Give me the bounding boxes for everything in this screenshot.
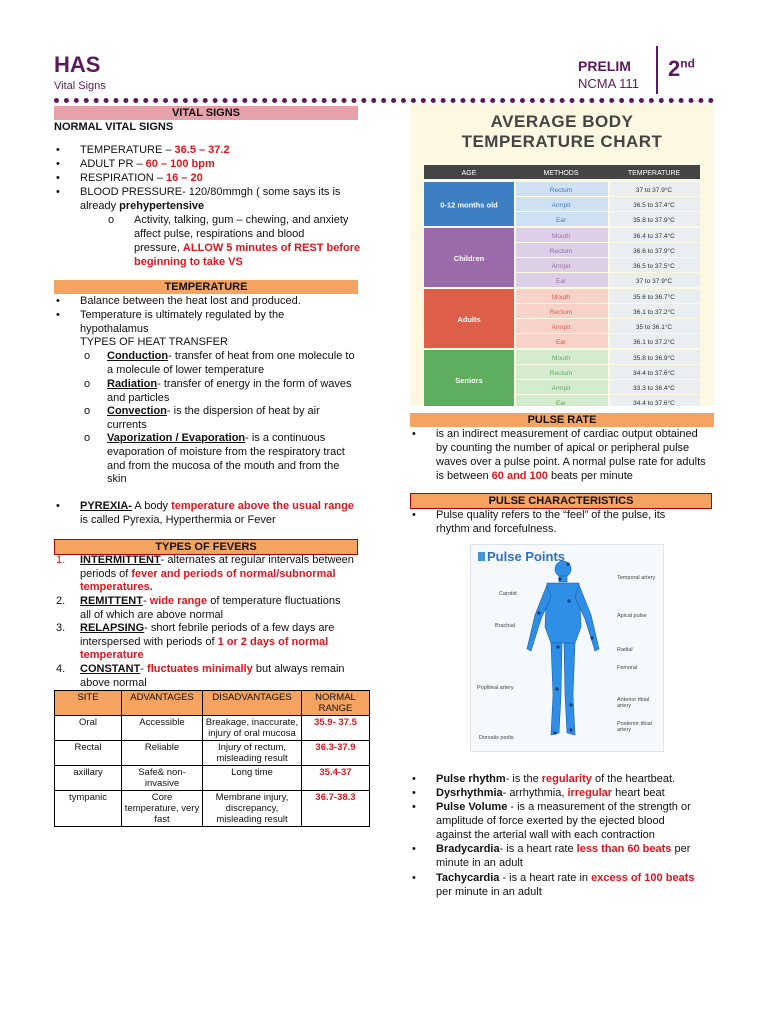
circle-bullet-icon: o xyxy=(84,350,91,362)
chart-method-label: Mouth xyxy=(551,294,571,301)
dysrhythmia-text: - arrhythmia, xyxy=(502,787,568,799)
table-row xyxy=(55,766,370,791)
remittent-emphasis: wide range xyxy=(149,595,208,607)
pulse-rate-line-4 xyxy=(436,470,633,484)
chart-title-line-1: AVERAGE BODY xyxy=(490,112,634,131)
dysrhythmia-emphasis: irregular xyxy=(567,787,613,799)
bp-prehypertensive: prehypertensive xyxy=(119,200,205,212)
normal-vital-signs-heading: NORMAL VITAL SIGNS xyxy=(54,121,174,133)
cell-disadvantages: Membrane injury, discrepancy, misleading result xyxy=(203,791,302,827)
pulse-rate-bar: PULSE RATE xyxy=(410,413,714,427)
respiration-line xyxy=(80,172,203,186)
chart-method-label: Armpit xyxy=(551,324,571,331)
table-row xyxy=(55,791,370,827)
convection-line-2: currents xyxy=(107,419,147,431)
convection-def: - is the dispersion of heat by air xyxy=(166,405,320,417)
cell-advantages: Accessible xyxy=(122,716,203,741)
chart-method-label: Rectum xyxy=(549,309,573,316)
conduction-line-2: a molecule of lower temperature xyxy=(107,364,265,376)
intermittent-def: - alternates at regular intervals between xyxy=(160,554,354,566)
circle-bullet-icon: o xyxy=(108,214,115,226)
chart-method-label: Rectum xyxy=(549,370,573,377)
chart-header-temperature: TEMPERATURE xyxy=(627,170,681,177)
chart-age-label: Seniors xyxy=(455,376,483,385)
radiation-line-1 xyxy=(107,378,352,392)
term-label: PRELIM xyxy=(578,58,631,74)
constant-emphasis: fluctuates minimally xyxy=(147,663,253,675)
pulse-volume-term: Pulse Volume xyxy=(436,801,508,813)
radiation-term: Radiation xyxy=(107,378,158,390)
bullet-icon: • xyxy=(56,500,60,512)
label-brachial: Brachial xyxy=(495,623,515,629)
bullet-icon: • xyxy=(56,144,60,156)
table-header-row xyxy=(55,691,370,716)
body-figure xyxy=(527,561,599,735)
cell-site: tympanic xyxy=(55,791,122,827)
pulse-rhythm-emphasis: regularity xyxy=(541,773,592,785)
cell-range: 35.9- 37.5 xyxy=(302,716,370,741)
temperature-site-table xyxy=(54,690,370,827)
remittent-dash: - xyxy=(142,595,150,607)
circle-bullet-icon: o xyxy=(84,432,91,444)
temperature-table-graphic xyxy=(410,104,714,406)
temperature-point-2-line-2: hypothalamus xyxy=(80,323,149,335)
bullet-icon: • xyxy=(412,872,416,884)
col-site: SITE xyxy=(55,691,122,716)
chart-temp-value: 36.1 to 37.2°C xyxy=(633,339,675,346)
remittent-line-2: all of which are above normal xyxy=(80,609,224,621)
pyrexia-text: A body xyxy=(131,500,172,512)
activity-line-2: affect pulse, respirations and blood xyxy=(134,228,305,240)
semester-label xyxy=(668,56,695,82)
convection-term: Convection xyxy=(107,405,167,417)
bullet-icon: • xyxy=(412,843,416,855)
label-carotid: Carotid xyxy=(499,591,517,597)
pulse-rhythm-term: Pulse rhythm xyxy=(436,773,506,785)
chart-age-label: 0-12 months old xyxy=(440,200,498,210)
bradycardia-text: - is a heart rate xyxy=(499,843,577,855)
intermittent-text: periods of xyxy=(80,568,132,580)
label-apical: Apical pulse xyxy=(617,613,647,619)
vaporization-term: Vaporization / Evaporation xyxy=(107,432,246,444)
cell-disadvantages: Long time xyxy=(203,766,302,791)
bradycardia-line-1 xyxy=(436,843,690,857)
bp-line-1: BLOOD PRESSURE- 120/80mmgh ( some says its is xyxy=(80,186,341,198)
pulse-quality-line-1: Pulse quality refers to the “feel” of the pulse, its xyxy=(436,509,666,521)
table-row xyxy=(55,741,370,766)
pulse-rate-line-3: waves over a pulse point. A normal pulse rate for adults xyxy=(436,456,706,468)
bullet-icon: • xyxy=(56,172,60,184)
convection-line-1 xyxy=(107,405,320,419)
cell-site: axillary xyxy=(55,766,122,791)
semester-suffix: nd xyxy=(680,56,695,71)
relapsing-term: RELAPSING xyxy=(80,622,145,634)
col-advantages: ADVANTAGES xyxy=(122,691,203,716)
bp-line-2 xyxy=(80,200,204,214)
pulse-volume-def: - is a measurement of the strength or xyxy=(507,801,691,813)
conduction-line-1 xyxy=(107,350,355,364)
activity-text: pressure, xyxy=(134,242,183,254)
pr-label: ADULT PR – xyxy=(80,158,146,170)
intermittent-line-3: temperatures. xyxy=(80,581,153,593)
pulse-rhythm-text: - is the xyxy=(505,773,542,785)
tachycardia-text: - is a heart rate in xyxy=(499,872,592,884)
label-anterior-tibial: Anterior tibial artery xyxy=(617,697,650,709)
intermittent-line-2 xyxy=(80,568,336,582)
chart-age-label: Children xyxy=(453,254,485,263)
tachycardia-term: Tachycardia xyxy=(436,872,500,884)
table-row xyxy=(55,716,370,741)
dysrhythmia-line xyxy=(436,787,665,801)
radiation-def: - transfer of energy in the form of waves xyxy=(157,378,352,390)
bullet-icon: • xyxy=(412,801,416,813)
chart-temp-value: 36.6 to 37.9°C xyxy=(633,248,675,255)
fever-number-3: 3. xyxy=(56,622,66,634)
pyrexia-term: PYREXIA- xyxy=(80,500,132,512)
intermittent-term: INTERMITTENT xyxy=(80,554,161,566)
chart-temp-value: 36.4 to 37.4°C xyxy=(633,233,675,240)
tachycardia-line-2: per minute in an adult xyxy=(436,886,542,898)
tachycardia-line-1 xyxy=(436,872,694,886)
bullet-icon: • xyxy=(412,787,416,799)
relapsing-def: - short febrile periods of a few days are xyxy=(144,622,335,634)
heat-transfer-heading: TYPES OF HEAT TRANSFER xyxy=(80,336,228,348)
chart-method-label: Armpit xyxy=(551,263,571,270)
temperature-bar: TEMPERATURE xyxy=(54,280,358,294)
remittent-term: REMITTENT xyxy=(80,595,143,607)
pulse-rate-line xyxy=(80,158,215,172)
average-body-temperature-chart xyxy=(410,104,714,406)
pulse-volume-line-3: against the arterial wall with each contraction xyxy=(436,829,655,841)
label-temporal: Temporal artery xyxy=(617,575,656,581)
relapsing-line-1 xyxy=(80,622,334,636)
chart-method-label: Armpit xyxy=(551,385,571,392)
types-of-fevers-bar: TYPES OF FEVERS xyxy=(54,539,358,555)
chart-method-label: Rectum xyxy=(549,248,573,255)
relapsing-text: interspersed with periods of xyxy=(80,636,218,648)
chart-temp-value: 35 to 36.1°C xyxy=(635,324,673,331)
col-normal-range: NORMAL RANGE xyxy=(302,691,370,716)
cell-range: 36.7-38.3 xyxy=(302,791,370,827)
constant-line-1 xyxy=(80,663,345,677)
chart-temp-value: 35.8 to 37.9°C xyxy=(633,217,675,224)
cell-advantages: Core temperature, very fast xyxy=(122,791,203,827)
vital-signs-bar: VITAL SIGNS xyxy=(54,106,358,120)
chart-method-label: Ear xyxy=(555,339,567,346)
chart-temp-value: 36.5 to 37.4°C xyxy=(633,202,675,209)
conduction-term: Conduction xyxy=(107,350,169,362)
dotted-divider xyxy=(54,98,714,103)
chart-temp-value: 34.4 to 37.6°C xyxy=(633,400,675,406)
col-disadvantages: DISADVANTAGES xyxy=(203,691,302,716)
bullet-icon: • xyxy=(56,309,60,321)
relapsing-line-3: temperature xyxy=(80,649,144,661)
temp-value: 36.5 – 37.2 xyxy=(174,144,230,156)
temperature-point-2-line-1: Temperature is ultimately regulated by the xyxy=(80,309,285,321)
temperature-line xyxy=(80,144,230,158)
vaporization-line-1 xyxy=(107,432,325,446)
chart-method-label: Mouth xyxy=(551,233,571,240)
allow-rest-text: ALLOW 5 minutes of REST before xyxy=(182,242,361,254)
bullet-icon: • xyxy=(412,773,416,785)
temp-label: TEMPERATURE – xyxy=(80,144,175,156)
constant-line-2: above normal xyxy=(80,677,147,689)
pulse-volume-line-1 xyxy=(436,801,691,815)
course-code: NCMA 111 xyxy=(578,76,639,91)
pulse-volume-line-2: amplitude of force exerted by the ejected blood xyxy=(436,815,665,827)
circle-bullet-icon: o xyxy=(84,405,91,417)
pulse-points-illustration xyxy=(470,544,664,752)
pulse-characteristics-bar: PULSE CHARACTERISTICS xyxy=(410,493,712,509)
chart-temp-value: 36.1 to 37.2°C xyxy=(633,309,675,316)
cell-disadvantages: Injury of rectum, misleading result xyxy=(203,741,302,766)
tachycardia-emphasis: excess of 100 beats xyxy=(591,872,695,884)
cell-advantages: Reliable xyxy=(122,741,203,766)
activity-line-1: Activity, talking, gum – chewing, and anxiety xyxy=(134,214,349,226)
chart-method-label: Ear xyxy=(555,278,567,285)
label-dorsalis-pedis: Dorsalis pedis xyxy=(479,735,514,741)
pyrexia-line-2: is called Pyrexia, Hyperthermia or Fever xyxy=(80,514,276,526)
header-divider xyxy=(656,46,658,94)
relapsing-emphasis: 1 or 2 days of normal xyxy=(217,636,329,648)
conduction-def: - transfer of heat from one molecule to xyxy=(168,350,355,362)
vaporization-line-2: evaporation of moisture from the respiratory tract xyxy=(107,446,345,458)
vaporization-line-4: skin xyxy=(107,473,127,485)
chart-temp-value: 35.8 to 36.9°C xyxy=(633,355,675,362)
resp-label: RESPIRATION – xyxy=(80,172,166,184)
chart-method-label: Rectum xyxy=(549,187,573,194)
bradycardia-term: Bradycardia xyxy=(436,843,500,855)
cell-advantages: Safe& non-invasive xyxy=(122,766,203,791)
bp-text: already xyxy=(80,200,120,212)
circle-bullet-icon: o xyxy=(84,378,91,390)
chart-age-label: Adults xyxy=(457,315,481,324)
intermittent-emphasis: fever and periods of normal/subnormal xyxy=(131,568,336,580)
resp-value: 16 – 20 xyxy=(165,172,203,184)
bradycardia-emphasis: less than 60 beats xyxy=(576,843,672,855)
cell-range: 35.4-37 xyxy=(302,766,370,791)
chart-method-label: Ear xyxy=(555,217,567,224)
chart-header-methods: METHODS xyxy=(543,170,579,177)
dysrhythmia-end: heart beat xyxy=(612,787,665,799)
pulse-rate-line-1: is an indirect measurement of cardiac output obtained xyxy=(436,428,698,440)
bullet-icon: • xyxy=(56,186,60,198)
pulse-quality-line-2: rhythm and forcefulness. xyxy=(436,523,557,535)
relapsing-line-2 xyxy=(80,636,328,650)
chart-title-line-2: TEMPERATURE CHART xyxy=(461,132,663,151)
constant-term: CONSTANT xyxy=(80,663,141,675)
pyrexia-line-1 xyxy=(80,500,354,514)
bullet-icon: • xyxy=(412,428,416,440)
chart-method-label: Armpit xyxy=(551,202,571,209)
label-posterior-tibial: Posterior tibial artery xyxy=(617,721,652,733)
pulse-rate-unit: beats per minute xyxy=(547,470,633,482)
pulse-rate-text: is between xyxy=(436,470,492,482)
pulse-rhythm-end: of the heartbeat. xyxy=(591,773,676,785)
bullet-icon: • xyxy=(56,158,60,170)
activity-line-4: beginning to take VS xyxy=(134,256,243,268)
chart-temp-value: 37 to 37.9°C xyxy=(635,187,673,194)
label-radial: Radial xyxy=(617,647,633,653)
document-subtitle: Vital Signs xyxy=(54,80,106,92)
pulse-rhythm-line xyxy=(436,773,675,787)
cell-site: Rectal xyxy=(55,741,122,766)
label-popliteal: Popliteal artery xyxy=(477,685,514,691)
activity-line-3 xyxy=(134,242,360,256)
chart-header-age: AGE xyxy=(461,170,477,177)
chart-method-label: Mouth xyxy=(551,355,571,362)
temperature-point-1: Balance between the heat lost and produced. xyxy=(80,295,301,307)
vaporization-line-3: and from the mucosa of the mouth and from the xyxy=(107,460,340,472)
semester-number: 2 xyxy=(668,56,681,81)
chart-temp-value: 36.5 to 37.5°C xyxy=(633,263,675,270)
label-femoral: Femoral xyxy=(617,665,638,671)
remittent-def: of temperature fluctuations xyxy=(207,595,341,607)
chart-temp-value: 35.6 to 36.7°C xyxy=(633,294,675,301)
bradycardia-line-2: minute in an adult xyxy=(436,857,523,869)
dysrhythmia-term: Dysrhythmia xyxy=(436,787,503,799)
bradycardia-end: per xyxy=(671,843,691,855)
chart-temp-value: 34.4 to 37.6°C xyxy=(633,370,675,377)
bullet-icon: • xyxy=(56,295,60,307)
bullet-icon: • xyxy=(412,509,416,521)
chart-temp-value: 37 to 37.9°C xyxy=(635,278,673,285)
fever-number-2: 2. xyxy=(56,595,66,607)
cell-range: 36.3-37.9 xyxy=(302,741,370,766)
document-title: HAS xyxy=(54,52,101,77)
constant-def: but always remain xyxy=(252,663,345,675)
radiation-line-2: and particles xyxy=(107,392,170,404)
constant-dash: - xyxy=(140,663,148,675)
fever-number-4: 4. xyxy=(56,663,66,675)
pulse-rate-range: 60 and 100 xyxy=(491,470,548,482)
pyrexia-emphasis: temperature above the usual range xyxy=(171,500,354,512)
document-icon xyxy=(478,552,485,561)
chart-method-label: Ear xyxy=(555,400,567,406)
remittent-line-1 xyxy=(80,595,340,609)
cell-site: Oral xyxy=(55,716,122,741)
vaporization-def: - is a continuous xyxy=(245,432,326,444)
cell-disadvantages: Breakage, inaccurate, injury of oral mucosa xyxy=(203,716,302,741)
pulse-rate-line-2: by counting the number of apical or peripheral pulse xyxy=(436,442,690,454)
intermittent-line-1 xyxy=(80,554,354,568)
chart-temp-value: 33.3 to 36.4°C xyxy=(633,385,675,392)
fever-number-1: 1. xyxy=(56,554,66,566)
pulse-points-title: Pulse Points xyxy=(487,549,566,564)
pr-value: 60 – 100 bpm xyxy=(145,158,215,170)
